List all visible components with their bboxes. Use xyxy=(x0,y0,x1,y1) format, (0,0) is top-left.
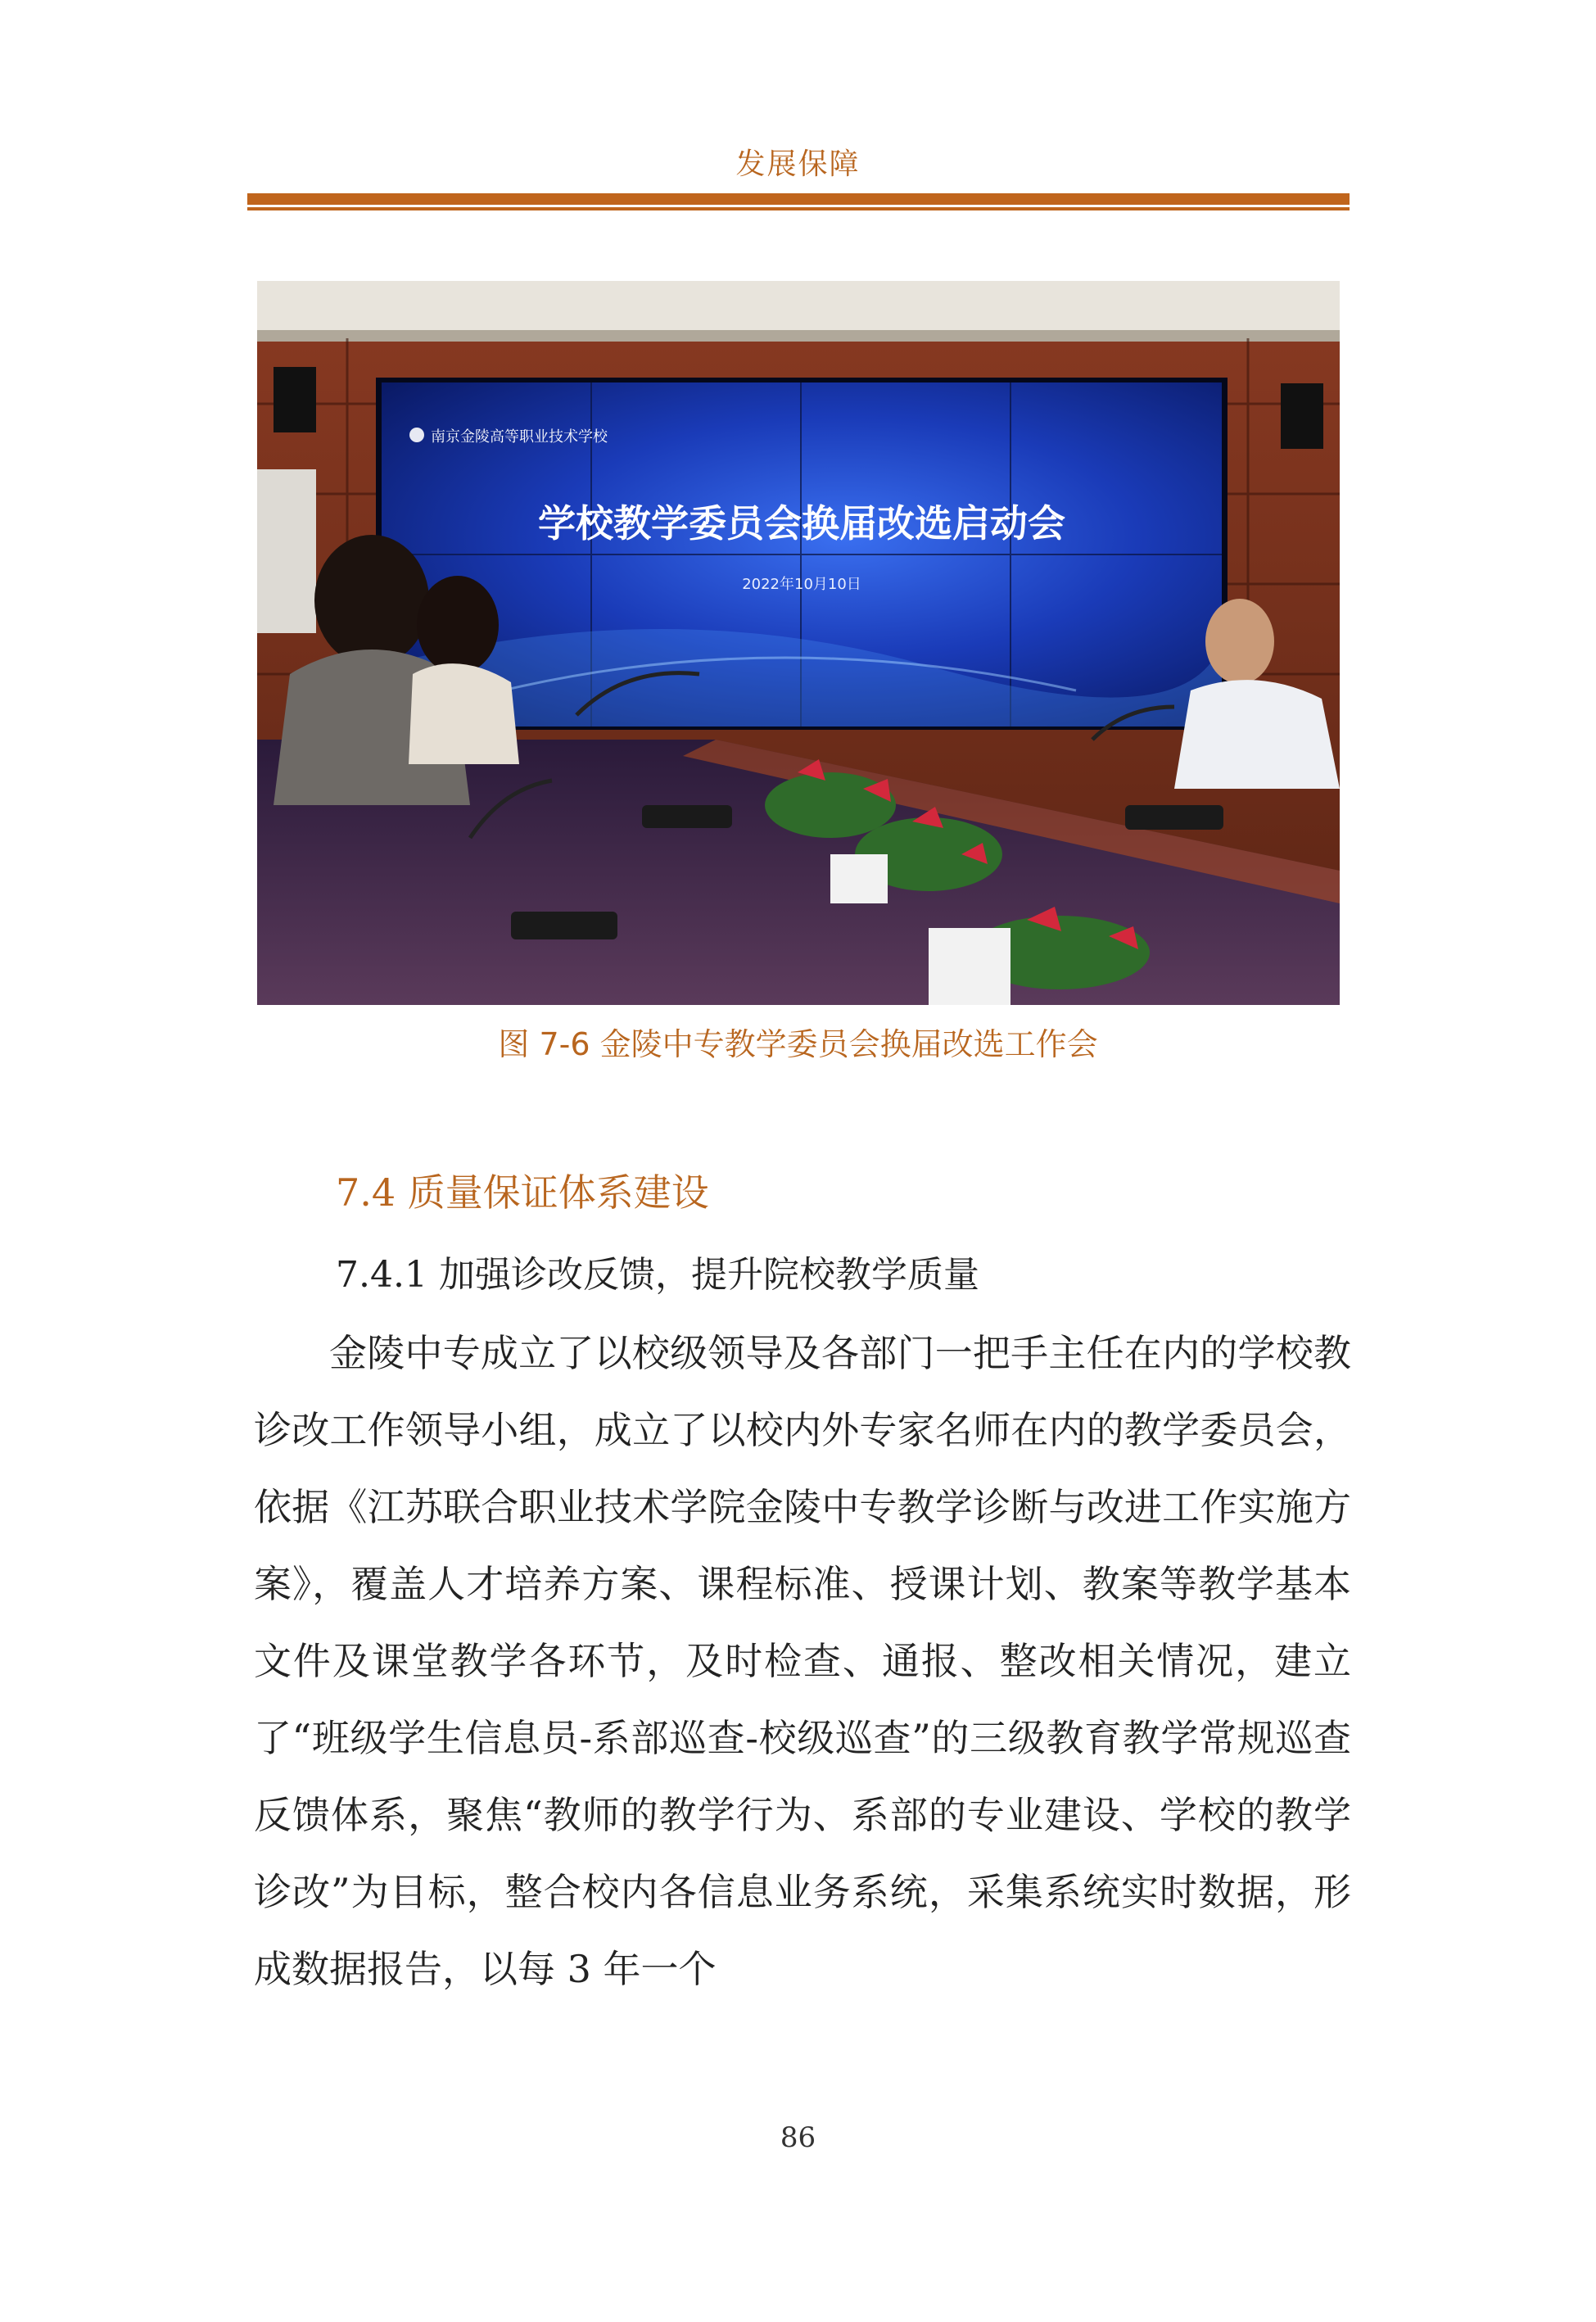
subsection-title: 7.4.1 加强诊改反馈，提升院校教学质量 xyxy=(336,1254,979,1296)
screen-meeting-date: 2022年10月10日 xyxy=(742,576,861,593)
page-header-title: 发展保障 xyxy=(735,147,861,181)
screen-school-name: 南京金陵高等职业技术学校 xyxy=(431,428,608,446)
meeting-photo xyxy=(257,281,1340,1005)
figure-caption: 图 7-6 金陵中专教学委员会换届改选工作会 xyxy=(498,1026,1098,1062)
header-divider-thin xyxy=(247,207,1350,210)
section-title: 7.4 质量保证体系建设 xyxy=(336,1170,709,1215)
body-paragraph-container xyxy=(254,1315,1351,2007)
page-number: 86 xyxy=(780,2121,816,2154)
header-divider-thick xyxy=(247,193,1350,205)
screen-meeting-title: 学校教学委员会换届改选启动会 xyxy=(538,501,1065,545)
body-paragraph: 金陵中专成立了以校级领导及各部门一把手主任在内的学校教诊改工作领导小组，成立了以校内外专家名师在内的教学委员会，依据《江苏联合职业技术学院金陵中专教学诊断与改进工作实施方案》，覆盖人才培养方案、课程标准、授课计划、教案等教学基本文件及课堂教学各环节，及时检查、通报、整改相关情况，建立了“班级学生信息员-系部巡查-校级巡查”的三级教育教学常规巡查反馈体系，聚焦“教师的教学行为、系部的专业建设、学校的教学诊改”为目标，整合校内各信息业务系统，采集系统实时数据，形成数据报告，以每 3 年一个 xyxy=(254,1331,1351,1991)
